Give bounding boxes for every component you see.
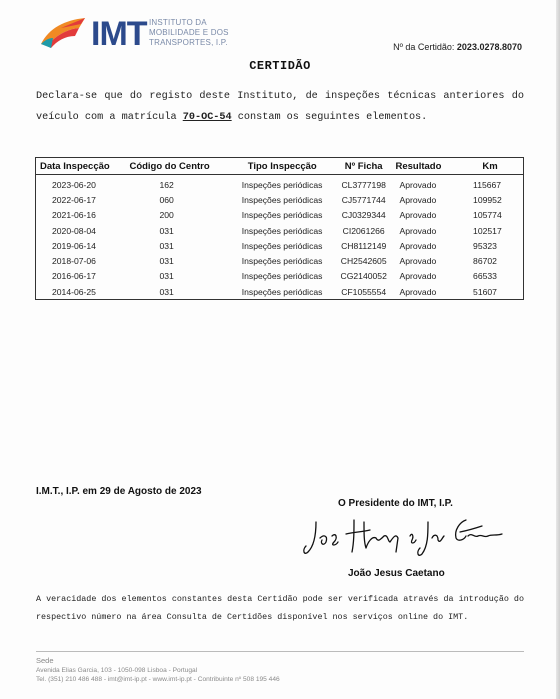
column-header-sheet: Nº Ficha bbox=[336, 158, 392, 175]
cell-center: 162 bbox=[159, 179, 174, 190]
cell-date: 2020-08-04 bbox=[52, 225, 96, 236]
cell-sheet: CI2061266 bbox=[342, 225, 385, 236]
cell-center: 031 bbox=[159, 240, 174, 251]
cell-type: Inspeções periódicas bbox=[241, 256, 323, 267]
declaration-after: constam os seguintes elementos. bbox=[231, 112, 428, 123]
cell-sheet: CG2140052 bbox=[340, 271, 387, 282]
table-row bbox=[36, 253, 524, 268]
column-header-center: Código do Centro bbox=[125, 158, 225, 175]
cell-type: Inspeções periódicas bbox=[241, 286, 323, 297]
signer-name: João Jesus Caetano bbox=[348, 568, 445, 579]
table-row bbox=[36, 192, 524, 207]
logo-subtitle-line: MOBILIDADE E DOS bbox=[149, 28, 229, 37]
table-row bbox=[36, 175, 524, 193]
cell-sheet: CH2542605 bbox=[340, 256, 387, 267]
cell-date: 2019-06-14 bbox=[52, 240, 96, 251]
logo-subtitle bbox=[149, 18, 229, 48]
cell-km: 86702 bbox=[473, 256, 497, 267]
column-header-km: Km bbox=[457, 158, 523, 175]
table-row bbox=[36, 208, 524, 223]
table-row bbox=[36, 238, 524, 253]
certificate-number-label: Nº da Certidão: bbox=[393, 42, 455, 52]
column-header-date: Data Inspecção bbox=[36, 158, 126, 175]
cell-km: 115667 bbox=[473, 179, 502, 190]
cell-date: 2021-06-16 bbox=[52, 210, 96, 221]
cell-date: 2016-06-17 bbox=[52, 271, 96, 282]
cell-sheet: CF1055554 bbox=[341, 286, 387, 297]
cell-center: 060 bbox=[159, 194, 174, 205]
cell-center: 031 bbox=[159, 286, 174, 297]
cell-date: 2022-06-17 bbox=[52, 194, 96, 205]
footer-contact: Tel. (351) 210 486 488 - imt@imt-ip.pt - www.imt-ip.pt - Contribuinte nº 508 195 446 bbox=[36, 676, 280, 683]
cell-km: 109952 bbox=[473, 194, 502, 205]
column-header-result: Resultado bbox=[391, 158, 457, 175]
footer-label: Sede bbox=[36, 656, 54, 665]
table-row bbox=[36, 269, 524, 284]
cell-result: Aprovado bbox=[399, 256, 437, 267]
cell-center: 031 bbox=[159, 225, 174, 236]
certificate-number bbox=[393, 42, 522, 52]
table-header-row bbox=[36, 158, 524, 175]
cell-center: 200 bbox=[159, 210, 174, 221]
cell-result: Aprovado bbox=[399, 286, 437, 297]
cell-km: 51607 bbox=[473, 286, 497, 297]
cell-sheet: CJ0329344 bbox=[341, 210, 386, 221]
verification-note: A veracidade dos elementos constantes desta Certidão pode ser verificada através da introdução do respectivo número na área Consulta de Certidões disponível nos serviços online do IMT. bbox=[36, 594, 524, 622]
inspections-table bbox=[35, 157, 524, 300]
license-plate: 70-OC-54 bbox=[182, 112, 232, 123]
table-row bbox=[36, 223, 524, 238]
declaration-before: Declara-se que do registo deste Instituto, de inspeções técnicas anteriores do veículo com a matrícula bbox=[36, 91, 524, 123]
place-and-date: I.M.T., I.P. em 29 de Agosto de 2023 bbox=[36, 486, 202, 497]
imt-logo-mark-icon bbox=[39, 14, 89, 50]
cell-result: Aprovado bbox=[399, 210, 437, 221]
cell-result: Aprovado bbox=[399, 271, 437, 282]
logo-wordmark: IMT bbox=[91, 15, 147, 53]
cell-result: Aprovado bbox=[399, 240, 437, 251]
cell-date: 2023-06-20 bbox=[52, 179, 96, 190]
cell-km: 105774 bbox=[473, 210, 502, 221]
logo-subtitle-line: TRANSPORTES, I.P. bbox=[149, 38, 228, 47]
cell-result: Aprovado bbox=[399, 225, 437, 236]
page-edge bbox=[556, 0, 560, 699]
president-title: O Presidente do IMT, I.P. bbox=[338, 498, 453, 509]
footer-address: Avenida Elias Garcia, 103 - 1050-098 Lisboa - Portugal bbox=[36, 667, 198, 674]
cell-type: Inspeções periódicas bbox=[241, 240, 323, 251]
cell-center: 031 bbox=[159, 256, 174, 267]
cell-date: 2014-06-25 bbox=[52, 286, 96, 297]
cell-type: Inspeções periódicas bbox=[241, 194, 323, 205]
footer-divider bbox=[36, 651, 524, 652]
certificate-number-value: 2023.0278.8070 bbox=[456, 42, 522, 52]
declaration-text bbox=[36, 86, 524, 128]
cell-center: 031 bbox=[159, 271, 174, 282]
handwritten-signature bbox=[300, 512, 510, 562]
page-title: CERTIDÃO bbox=[249, 59, 311, 73]
cell-type: Inspeções periódicas bbox=[241, 210, 323, 221]
cell-sheet: CL3777198 bbox=[341, 179, 386, 190]
cell-date: 2018-07-06 bbox=[52, 256, 96, 267]
column-header-type: Tipo Inspecção bbox=[226, 158, 336, 175]
cell-type: Inspeções periódicas bbox=[241, 225, 323, 236]
cell-result: Aprovado bbox=[399, 194, 437, 205]
cell-km: 102517 bbox=[473, 225, 502, 236]
cell-km: 66533 bbox=[473, 271, 497, 282]
logo-subtitle-line: INSTITUTO DA bbox=[149, 18, 207, 27]
cell-type: Inspeções periódicas bbox=[241, 179, 323, 190]
table-row bbox=[36, 284, 524, 300]
cell-result: Aprovado bbox=[399, 179, 437, 190]
cell-sheet: CH8112149 bbox=[341, 240, 387, 251]
cell-type: Inspeções periódicas bbox=[241, 271, 323, 282]
cell-km: 95323 bbox=[473, 240, 497, 251]
cell-sheet: CJ5771744 bbox=[341, 194, 386, 205]
